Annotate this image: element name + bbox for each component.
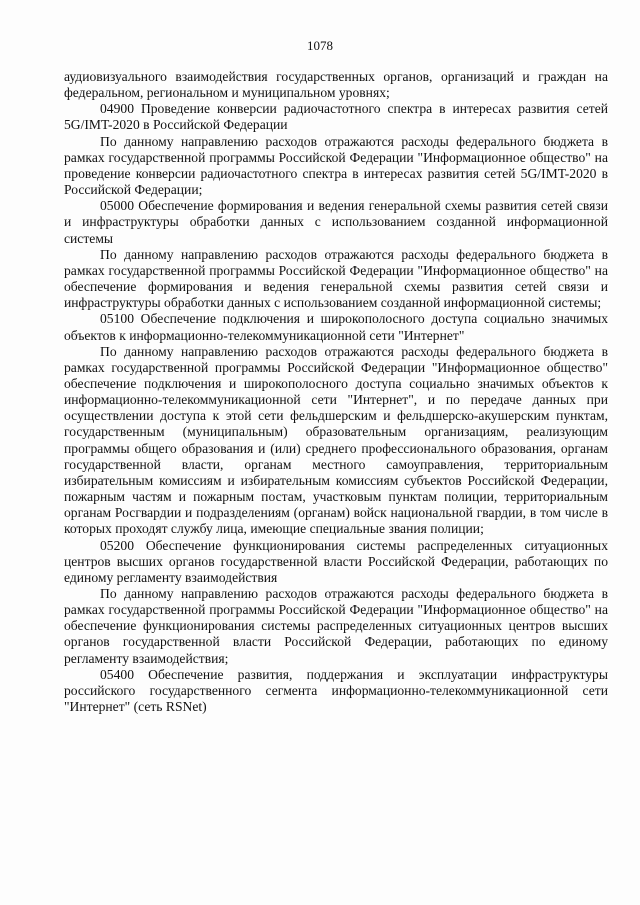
section-heading-05400: 05400 Обеспечение развития, поддержания и эксплуатации инфраструктуры российского государственного сегмента информационно-телекоммуникационной сети "Интернет" (сеть RSNet): [64, 666, 608, 715]
document-body: [64, 69, 608, 715]
paragraph-05100-description: По данному направлению расходов отражаются расходы федерального бюджета в рамках государственной программы Российской Федерации "Информационное общество" обеспечение подключения и широкополосного доступа социально значимых объектов к информационно-телекоммуникационной сети "Интернет", и по передаче данных при осуществлении доступа к этой сети фельдшерским и фельдшерско-акушерским пунктам, государственным (муниципальным) образовательным организациям, реализующим программы общего образования и (или) среднего профессионального образования, органам государственной власти, органам местного самоуправления, территориальным избирательным комиссиям и избирательным комиссиям субъектов Российской Федерации, пожарным частям и пожарным постам, участковым пунктам полиции, территориальным органам Росгвардии и подразделениям (органам) войск национальной гвардии, в том числе в которых проходят службу лица, имеющие специальные звания полиции;: [64, 343, 608, 537]
section-heading-05100: 05100 Обеспечение подключения и широкополосного доступа социально значимых объектов к информационно-телекоммуникационной сети "Интернет": [64, 311, 608, 343]
page-number: 1078: [307, 38, 333, 53]
paragraph-continuation: аудиовизуального взаимодействия государственных органов, организаций и граждан на федеральном, региональном и муниципальном уровнях;: [64, 69, 608, 101]
section-heading-05000: 05000 Обеспечение формирования и ведения генеральной схемы развития сетей связи и инфраструктуры обработки данных с использованием созданной информационной системы: [64, 198, 608, 246]
paragraph-05000-description: По данному направлению расходов отражаются расходы федерального бюджета в рамках государственной программы Российской Федерации "Информационное общество" на обеспечение формирования и ведения генеральной схемы развития сетей связи и инфраструктуры обработки данных с использованием созданной информационной системы;: [64, 246, 608, 311]
paragraph-05200-description: По данному направлению расходов отражаются расходы федерального бюджета в рамках государственной программы Российской Федерации "Информационное общество" на обеспечение функционирования системы распределенных ситуационных центров высших органов государственной власти Российской Федерации, работающих по единому регламенту взаимодействия;: [64, 586, 608, 666]
section-heading-05200: 05200 Обеспечение функционирования системы распределенных ситуационных центров высших органов государственной власти Российской Федерации, работающих по единому регламенту взаимодействия: [64, 537, 608, 585]
section-heading-04900: 04900 Проведение конверсии радиочастотного спектра в интересах развития сетей 5G/IMT-2020 в Российской Федерации: [64, 101, 608, 133]
paragraph-04900-description: По данному направлению расходов отражаются расходы федерального бюджета в рамках государственной программы Российской Федерации "Информационное общество" на проведение конверсии радиочастотного спектра в интересах развития сетей 5G/IMT-2020 в Российской Федерации;: [64, 133, 608, 198]
